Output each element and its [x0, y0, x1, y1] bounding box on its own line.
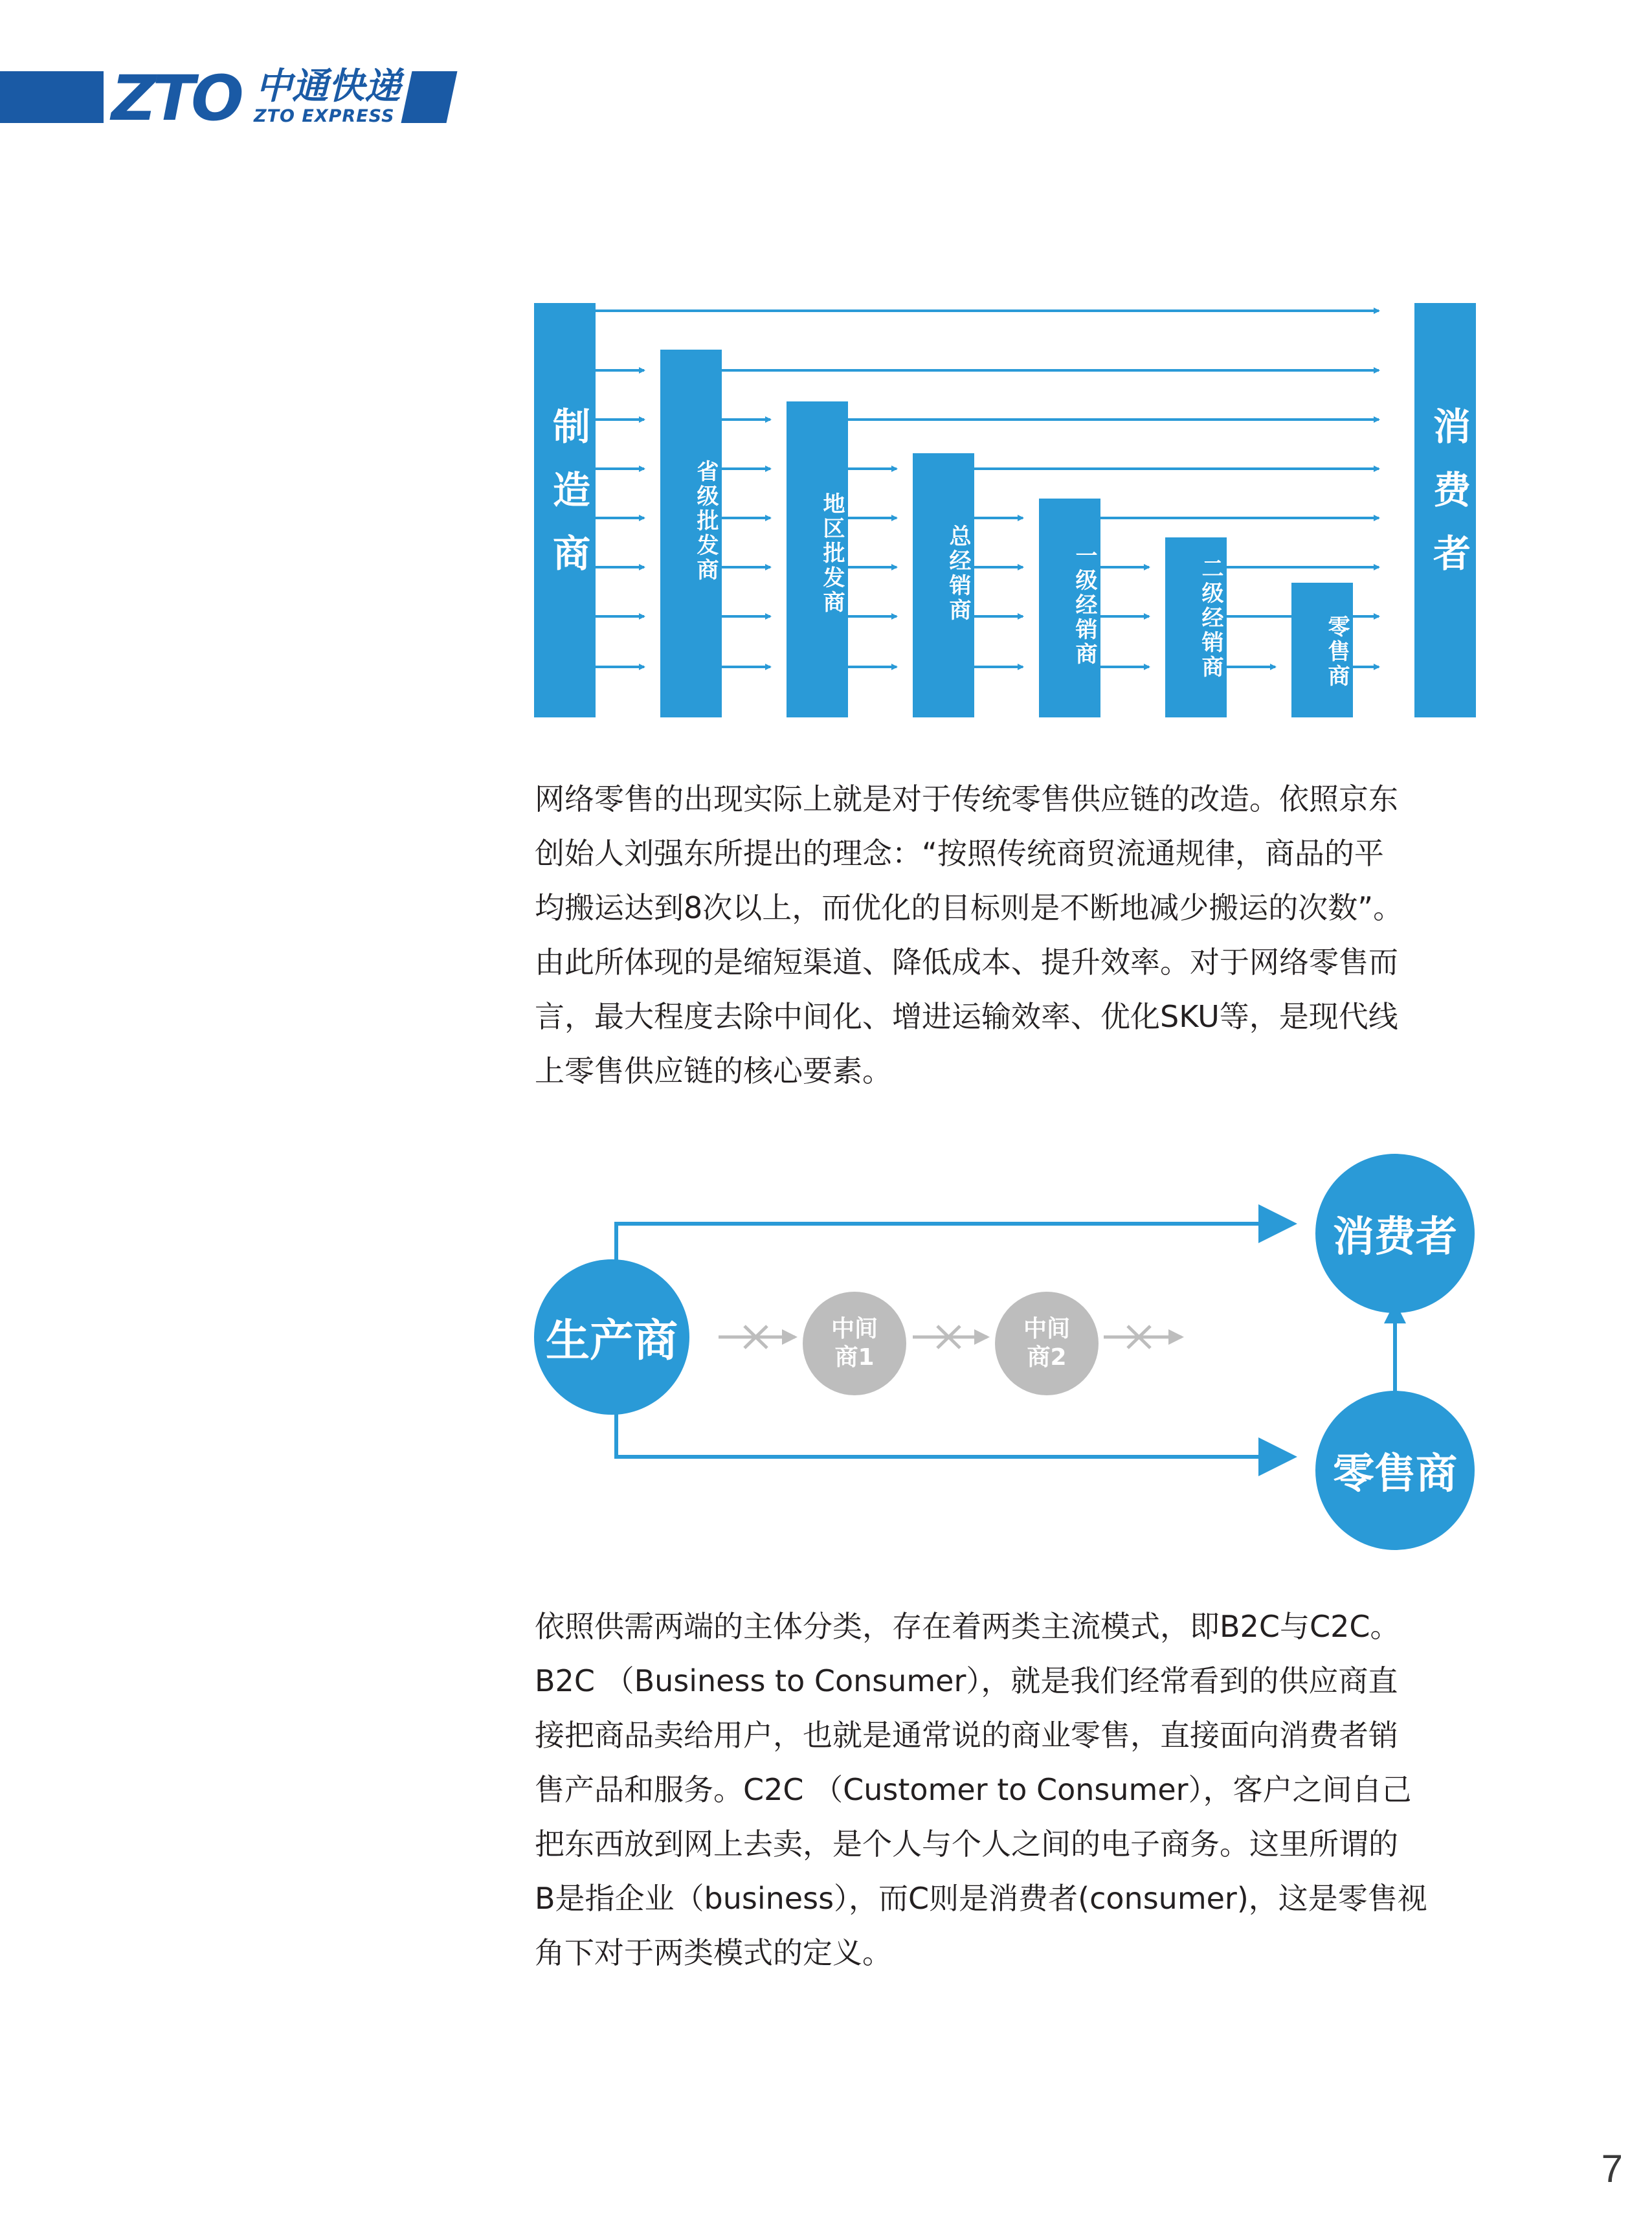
column-label: 零售商: [1324, 615, 1350, 689]
column-first-level-distributor: [1039, 499, 1100, 717]
column-label: 制造商: [546, 407, 590, 597]
flow-diagram: [531, 1146, 1489, 1560]
middleman-2-node: [995, 1292, 1099, 1395]
retail-route-arrow: [616, 1399, 1261, 1457]
header-stripe: [0, 71, 104, 123]
paragraph-supply-chain: [535, 772, 1486, 1098]
paragraph-line: 把东西放到网上去卖，是个人与个人之间的电子商务。这里所谓的: [535, 1827, 1398, 1861]
paragraph-line: 依照供需两端的主体分类，存在着两类主流模式，即B2C与C2C。: [535, 1609, 1400, 1644]
paragraph-line: 均搬运达到8次以上，而优化的目标则是不断地减少搬运的次数”。: [535, 890, 1403, 925]
column-label: 消费者: [1427, 407, 1471, 597]
paragraph-line: 上零售供应链的核心要素。: [535, 1053, 892, 1088]
middleman-label: 中间: [831, 1316, 878, 1342]
paragraph-line: 售产品和服务。C2C （Customer to Consumer），客户之间自己: [535, 1772, 1412, 1807]
producer-node: [534, 1259, 689, 1415]
middleman-label: 商1: [834, 1344, 875, 1371]
paragraph-line: 接把商品卖给用户，也就是通常说的商业零售，直接面向消费者销: [535, 1718, 1398, 1753]
paragraph-line: 由此所体现的是缩短渠道、降低成本、提升效率。对于网络零售而: [535, 945, 1398, 980]
column-label: 总经销商: [945, 524, 971, 623]
supply-chain-diagram: [531, 298, 1489, 725]
page-number: 7: [1601, 2147, 1623, 2190]
paragraph-line: 创始人刘强东所提出的理念：“按照传统商贸流通规律，商品的平: [535, 836, 1384, 871]
column-label: 省级批发商: [693, 460, 719, 583]
column-label: 地区批发商: [819, 492, 845, 615]
paragraph-line: 网络零售的出现实际上就是对于传统零售供应链的改造。依照京东: [535, 781, 1398, 816]
column-retailer: [1291, 583, 1353, 717]
column-provincial-wholesaler: [660, 350, 722, 717]
paragraph-line: B2C （Business to Consumer），就是我们经常看到的供应商直: [535, 1663, 1398, 1698]
consumer-label: 消费者: [1333, 1213, 1457, 1261]
paragraph-line: 言，最大程度去除中间化、增进运输效率、优化SKU等，是现代线: [535, 999, 1398, 1034]
zto-logo-mark: ZTO: [111, 62, 240, 135]
column-second-level-distributor: [1165, 537, 1227, 717]
retailer-label: 零售商: [1333, 1450, 1457, 1498]
header-stripe-end: [401, 71, 457, 123]
paragraph-line: B是指企业（business），而C则是消费者(consumer)，这是零售视: [535, 1881, 1427, 1916]
middleman-1-node: [803, 1292, 906, 1395]
column-regional-wholesaler: [787, 401, 848, 717]
paragraph-b2c-c2c: [535, 1599, 1493, 1980]
middleman-label: 中间: [1023, 1316, 1070, 1342]
producer-label: 生产商: [545, 1315, 678, 1367]
direct-route-arrow: [616, 1224, 1261, 1276]
column-label: 二级经销商: [1198, 557, 1223, 680]
column-manufacturer: [534, 303, 596, 717]
logo-chinese-name: 中通快递: [256, 65, 401, 107]
paragraph-line: 角下对于两类模式的定义。: [535, 1935, 892, 1970]
column-label: 一级经销商: [1071, 544, 1097, 667]
column-general-distributor: [913, 453, 974, 717]
middleman-label: 商2: [1027, 1344, 1067, 1371]
logo-english-name: ZTO EXPRESS: [254, 106, 395, 126]
column-consumer: [1414, 303, 1476, 717]
retailer-node: [1315, 1391, 1475, 1550]
consumer-node: [1315, 1154, 1475, 1313]
